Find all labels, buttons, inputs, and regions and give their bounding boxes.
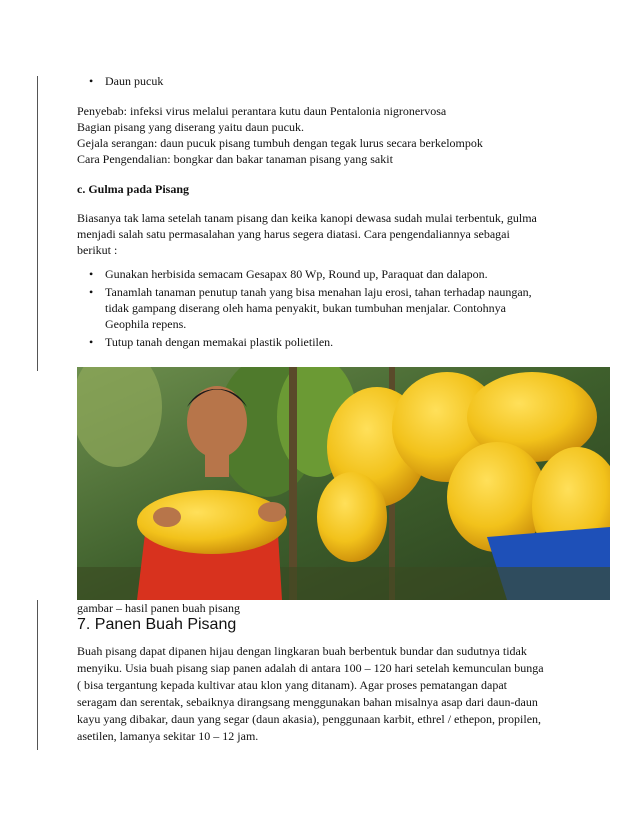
text-line: seragam dan serentak, sebaiknya dirangsang menggunakan bahan misalnya asap dari daun-daun — [77, 695, 538, 709]
bullet-item — [77, 334, 577, 350]
text-line: • Tutup tanah dengan memakai plastik polietilen. — [105, 335, 334, 349]
text-line: Penyebab: infeksi virus melalui perantara kutu daun Pentalonia nigronervosa — [77, 104, 447, 118]
text-line: berikut : — [77, 243, 118, 257]
text-line: kayu yang dibakar, daun yang segar (daun akasia), penggunaan karbit, ethrel / ethepon, propilen, — [77, 712, 542, 726]
text-line: Biasanya tak lama setelah tanam pisang dan keika kanopi dewasa sudah mulai terbentuk, gulma — [77, 211, 537, 225]
bullet-list-top — [77, 73, 577, 89]
margin-rule — [37, 600, 38, 750]
margin-rule — [37, 76, 38, 371]
text-line: Geophila repens. — [105, 317, 187, 331]
text-line: • Gunakan herbisida semacam Gesapax 80 Wp, Round up, Paraquat dan dalapon. — [105, 267, 488, 281]
weed-intro-paragraph — [77, 210, 577, 258]
text-line: Buah pisang dapat dipanen hijau dengan lingkaran buah berbentuk bundar dan sudutnya tidak — [77, 644, 527, 658]
virus-paragraph — [77, 103, 577, 167]
bullet-item — [77, 266, 577, 282]
bullet-item: • Daun pucuk — [77, 73, 577, 89]
harvest-paragraph — [77, 643, 577, 745]
text-line: tidak gampang diserang oleh hama penyakit, bukan tumbuhan menjalar. Contohnya — [105, 301, 506, 315]
bullet-item — [77, 284, 577, 332]
text-line: ( bisa tergantung kepada kultivar atau klon yang ditanam). Agar proses pematangan dapat — [77, 678, 507, 692]
text-line: • Tanamlah tanaman penutup tanah yang bisa menahan laju erosi, tahan terhadap naungan, — [105, 285, 532, 299]
section-heading: 7. Panen Buah Pisang — [77, 616, 237, 633]
photo-caption: gambar – hasil panen buah pisang — [77, 601, 240, 615]
text-line: Bagian pisang yang diserang yaitu daun pucuk. — [77, 120, 304, 134]
text-line: menjadi salah satu permasalahan yang harus segera diatasi. Cara pengendaliannya sebagai — [77, 227, 510, 241]
weed-bullet-list — [77, 266, 577, 350]
text-line: Gejala serangan: daun pucuk pisang tumbuh dengan tegak lurus secara berkelompok — [77, 136, 483, 150]
text-line: Cara Pengendalian: bongkar dan bakar tanaman pisang yang sakit — [77, 152, 393, 166]
text-line: menyiku. Usia buah pisang siap panen adalah di antara 100 – 120 hari setelah kemunculan bunga — [77, 661, 544, 675]
section-heading: c. Gulma pada Pisang — [77, 182, 190, 196]
text-line: asetilen, lamanya sekitar 10 – 12 jam. — [77, 729, 259, 743]
banana-harvest-photo — [77, 367, 610, 600]
